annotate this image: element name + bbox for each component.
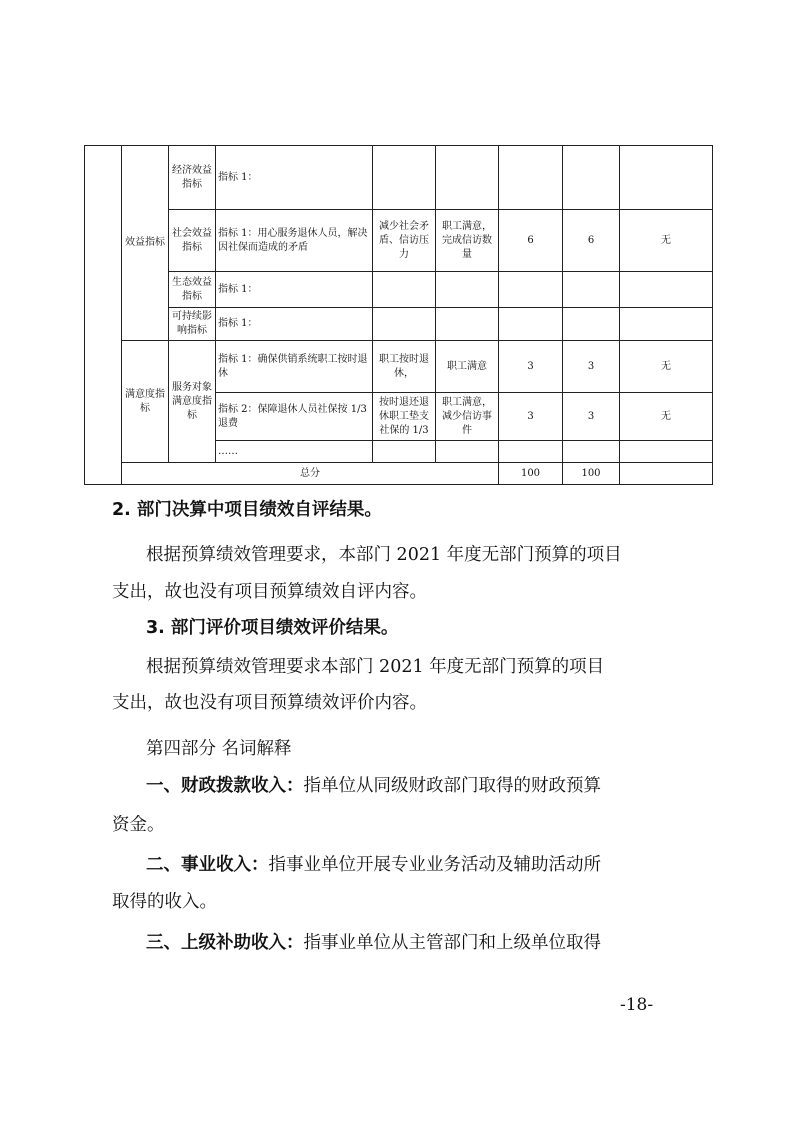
total-reason — [620, 463, 713, 485]
section-3-line-1: 根据预算绩效管理要求本部门 2021 年度无部门预算的项目 — [146, 657, 605, 677]
table-row — [85, 341, 713, 393]
score — [563, 308, 620, 341]
full-score — [499, 441, 563, 463]
sub-label: 服务对象满意度指标 — [169, 341, 216, 463]
total-full-score: 100 — [499, 463, 563, 485]
indicator: 指标 1： — [216, 146, 373, 210]
group-label: 效益指标 — [122, 146, 169, 341]
definition-2 — [146, 851, 746, 876]
part-4-title: 第四部分 名词解释 — [146, 739, 292, 759]
target — [373, 441, 436, 463]
table-row — [85, 272, 713, 308]
actual: 职工满意，完成信访数量 — [436, 210, 499, 272]
definition-1 — [146, 772, 746, 797]
indicator: …… — [216, 441, 373, 463]
section-2-heading: 2. 部门决算中项目绩效自评结果。 — [112, 500, 382, 520]
score — [563, 146, 620, 210]
actual: 职工满意 — [436, 341, 499, 393]
definition-1-term: 一、财政拨款收入： — [146, 776, 304, 796]
sub-label: 生态效益指标 — [169, 272, 216, 308]
sub-label: 经济效益指标 — [169, 146, 216, 210]
full-score — [499, 146, 563, 210]
performance-table — [84, 145, 713, 485]
section-3-line-2: 支出，故也没有项目预算绩效评价内容。 — [112, 693, 427, 713]
reason — [620, 308, 713, 341]
target — [373, 272, 436, 308]
score: 6 — [563, 210, 620, 272]
indicator: 指标 1： — [216, 308, 373, 341]
section-2-line-2: 支出，故也没有项目预算绩效自评内容。 — [112, 582, 427, 602]
target: 按时退还退休职工垫支社保的 1/3 — [373, 393, 436, 441]
sub-label: 可持续影响指标 — [169, 308, 216, 341]
table-row — [85, 146, 713, 210]
definition-2-term: 二、事业收入： — [146, 855, 269, 875]
score: 3 — [563, 393, 620, 441]
target: 减少社会矛盾、信访压力 — [373, 210, 436, 272]
indicator: 指标 2：保障退休人员社保按 1/3 退费 — [216, 393, 373, 441]
reason — [620, 272, 713, 308]
reason: 无 — [620, 210, 713, 272]
definition-3-text: 指事业单位从主管部门和上级单位取得 — [303, 933, 601, 953]
reason — [620, 441, 713, 463]
target: 职工按时退休， — [373, 341, 436, 393]
definition-2-text: 指事业单位开展专业业务活动及辅助活动所 — [268, 855, 601, 875]
group-label: 满意度指标 — [122, 341, 169, 463]
table-row — [85, 308, 713, 341]
full-score: 3 — [499, 341, 563, 393]
indicator: 指标 1：用心服务退休人员，解决因社保而造成的矛盾 — [216, 210, 373, 272]
actual — [436, 308, 499, 341]
page-number: -18- — [620, 995, 654, 1015]
reason: 无 — [620, 393, 713, 441]
definition-1-text: 指单位从同级财政部门取得的财政预算 — [303, 776, 601, 796]
full-score — [499, 308, 563, 341]
sub-label: 社会效益指标 — [169, 210, 216, 272]
score: 3 — [563, 341, 620, 393]
indicator: 指标 1：确保供销系统职工按时退休 — [216, 341, 373, 393]
total-row — [85, 463, 713, 485]
full-score: 6 — [499, 210, 563, 272]
section-3-heading: 3. 部门评价项目绩效评价结果。 — [146, 618, 399, 638]
actual — [436, 146, 499, 210]
actual — [436, 441, 499, 463]
score — [563, 441, 620, 463]
total-label: 总分 — [122, 463, 499, 485]
section-2-line-1: 根据预算绩效管理要求，本部门 2021 年度无部门预算的项目 — [146, 545, 622, 565]
target — [373, 308, 436, 341]
actual — [436, 272, 499, 308]
definition-3-term: 三、上级补助收入： — [146, 933, 304, 953]
score — [563, 272, 620, 308]
full-score: 3 — [499, 393, 563, 441]
blank-cell — [85, 146, 122, 485]
reason — [620, 146, 713, 210]
reason: 无 — [620, 341, 713, 393]
definition-2-cont: 取得的收入。 — [112, 892, 217, 912]
total-score: 100 — [563, 463, 620, 485]
definition-3 — [146, 929, 746, 954]
indicator: 指标 1： — [216, 272, 373, 308]
target — [373, 146, 436, 210]
definition-1-cont: 资金。 — [112, 815, 165, 835]
table-row — [85, 210, 713, 272]
actual: 职工满意，减少信访事件 — [436, 393, 499, 441]
full-score — [499, 272, 563, 308]
